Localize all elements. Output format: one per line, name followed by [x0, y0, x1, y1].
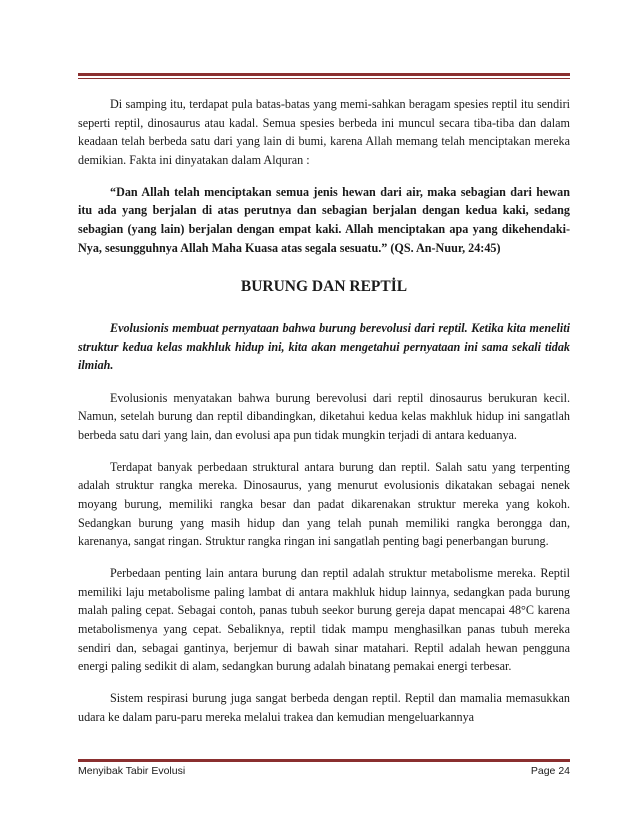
section-title: BURUNG DAN REPTİL	[240, 278, 408, 296]
header-rule	[78, 73, 570, 76]
page-number: Page 24	[530, 765, 570, 777]
body-paragraph: Perbedaan penting lain antara burung dan reptil adalah struktur metabolisme mereka. Reptil memiliki laju metabolisme paling lambat di antara makhluk hidup lainnya, sedangkan pada burung malah paling cepat. Sebagai contoh, panas tubuh seekor burung gereja dapat mencapai 48°C karena metabolismenya yang cepat. Sebaliknya, reptil tidak mampu menghasilkan panas tubuh mereka sendiri dan, sebagai gantinya, berjemur di bawah sinar matahari. Reptil adalah hewan pengguna energi paling sedikit di alam, sedangkan burung adalah binatang pemakai energi terbesar.	[78, 566, 570, 674]
header-rule-thin	[78, 78, 570, 79]
quran-quote: “Dan Allah telah menciptakan semua jenis hewan dari air, maka sebagian dari hewan itu ada yang berjalan di atas perutnya dan sebagian berjalan dengan kedua kaki, sedang sebagian (yang lain) berjalan dengan empat kaki. Allah menciptakan apa yang dikehendaki-Nya, sesungguhnya Allah Maha Kuasa atas segala sesuatu.” (QS. An-Nuur, 24:45)	[78, 184, 570, 255]
body-paragraph: Evolusionis menyatakan bahwa burung berevolusi dari reptil dinosaurus berukuran kecil. Namun, setelah burung dan reptil dibandingkan, diketahui kedua kelas makhluk hidup ini sangatlah berbeda satu dari yang lain, dan evolusi apa pun tidak mungkin terjadi di antara keduanya.	[78, 390, 570, 442]
body-paragraph: Sistem respirasi burung juga sangat berbeda dengan reptil. Reptil dan mamalia memasukkan udara ke dalam paru-paru mereka melalui trakea dan kemudian mengeluarkannya	[78, 691, 570, 724]
page-content	[78, 95, 570, 740]
footer-rule	[78, 759, 570, 762]
body-paragraph: Terdapat banyak perbedaan struktural antara burung dan reptil. Salah satu yang terpenting adalah struktur rangka mereka. Dinosaurus, yang menurut evolusionis dikatakan sebagai nenek moyang burung, memiliki rangka besar dan padat dikarenakan struktur mereka yang kokoh. Sedangkan burung yang masih hidup dan yang telah punah memiliki rangka berongga dan, karenanya, sangat ringan. Struktur rangka ringan ini sangatlah penting bagi penerbangan burung.	[78, 459, 570, 549]
footer-title: Menyibak Tabir Evolusi	[78, 765, 186, 777]
section-lead-paragraph: Evolusionis membuat pernyataan bahwa burung berevolusi dari reptil. Ketika kita meneliti struktur kedua kelas makhluk hidup ini, kita akan mengetahui pernyataan ini sama sekali tidak ilmiah.	[78, 321, 570, 373]
intro-paragraph: Di samping itu, terdapat pula batas-batas yang memi-sahkan beragam spesies reptil itu sendiri seperti reptil, dinosaurus atau kadal. Semua spesies berbeda ini muncul secara tiba-tiba dan dalam keadaan telah berbeda satu dari yang lain di bumi, karena Allah memang telah menciptakan mereka demikian. Fakta ini dinyatakan dalam Alquran :	[78, 97, 570, 167]
